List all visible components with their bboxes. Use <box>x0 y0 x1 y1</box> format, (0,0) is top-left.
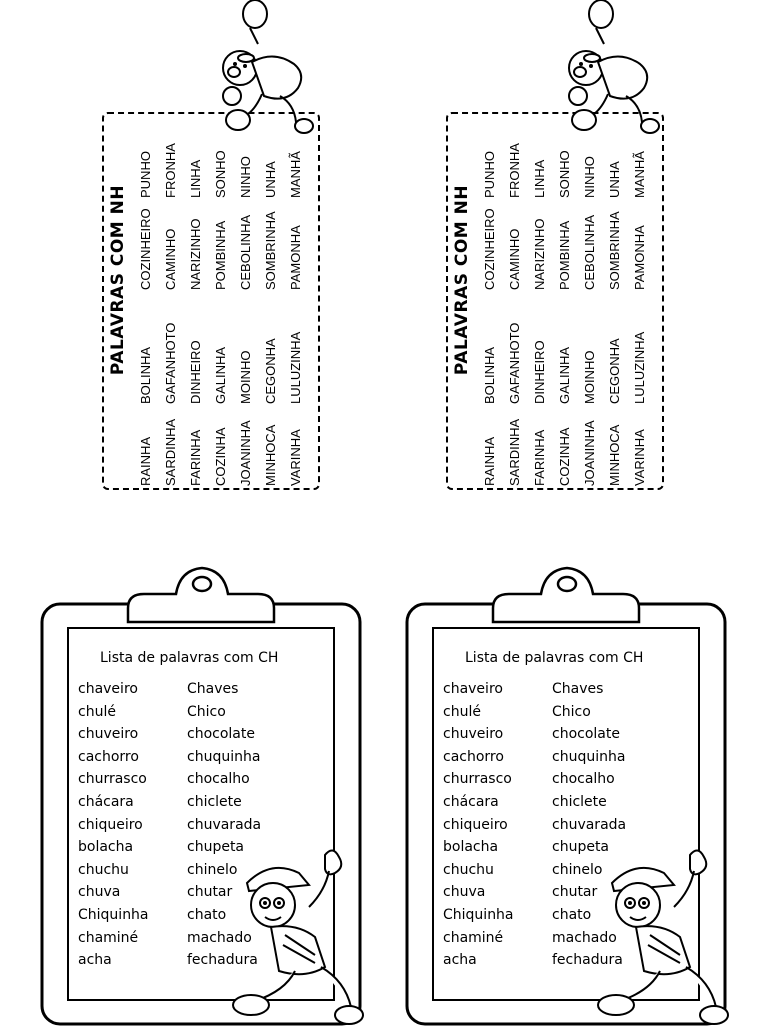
ch-word: chuquinha <box>552 748 626 765</box>
ch-word: chulé <box>78 703 116 720</box>
nh-bookmark-content <box>104 114 322 492</box>
nh-word: JOANINHA <box>238 420 253 486</box>
ch-word: cachorro <box>443 748 504 765</box>
nh-word: LULUZINHA <box>632 331 647 404</box>
ch-word: fechadura <box>187 952 258 969</box>
ch-word: chaveiro <box>78 681 138 697</box>
nh-word: DINHEIRO <box>188 340 203 404</box>
ch-word: churrasco <box>443 771 512 788</box>
ch-word: chinelo <box>187 861 238 878</box>
nh-word: GALINHA <box>213 346 228 404</box>
nh-word: CAMINHO <box>163 228 178 290</box>
nh-word: PUNHO <box>482 151 497 198</box>
ch-word: chuchu <box>78 861 129 878</box>
nh-title: PALAVRAS COM NH <box>108 184 128 376</box>
nh-word: SARDINHA <box>507 418 522 486</box>
ch-word: chato <box>187 906 227 923</box>
ch-word: chuvarada <box>552 816 627 833</box>
ch-word: Chaves <box>187 681 239 697</box>
ch-word: Chico <box>552 703 591 720</box>
cartoon-character-illustration <box>556 0 666 145</box>
nh-word: UNHA <box>263 161 278 198</box>
ch-word: chuveiro <box>78 726 139 743</box>
nh-word: VARINHA <box>288 429 303 486</box>
nh-word: MANHÃ <box>632 151 647 198</box>
nh-word: PAMONHA <box>632 225 647 290</box>
cartoon-character-illustration <box>210 0 320 145</box>
nh-word: CEBOLINHA <box>582 214 597 290</box>
ch-word: chuvarada <box>187 816 262 833</box>
ch-word: fechadura <box>552 952 623 969</box>
nh-word: CEBOLINHA <box>238 214 253 290</box>
nh-word: UNHA <box>607 161 622 198</box>
nh-word: MINHOCA <box>263 424 278 486</box>
ch-word: chiclete <box>552 793 607 810</box>
ch-word: chato <box>552 906 592 923</box>
ch-word: chocalho <box>187 771 250 788</box>
nh-word: PAMONHA <box>288 225 303 290</box>
ch-title: Lista de palavras com CH <box>465 650 644 666</box>
ch-word: Chiquinha <box>443 906 514 923</box>
nh-word: NINHO <box>582 156 597 198</box>
ch-clipboard-right <box>405 560 727 1028</box>
ch-word: chaveiro <box>443 681 503 697</box>
ch-word: chuveiro <box>443 726 504 743</box>
nh-word: FARINHA <box>532 429 547 486</box>
nh-word: RAINHA <box>482 436 497 486</box>
nh-word: BOLINHA <box>482 346 497 404</box>
ch-word: chocalho <box>552 771 615 788</box>
nh-word: NARIZINHO <box>532 218 547 290</box>
nh-bookmark-left <box>102 112 320 490</box>
nh-word: GALINHA <box>557 346 572 404</box>
nh-word: RAINHA <box>138 436 153 486</box>
nh-word: MOINHO <box>238 350 253 404</box>
nh-word: SOMBRINHA <box>263 211 278 290</box>
nh-bookmark-content <box>448 114 666 492</box>
ch-word: chuva <box>443 884 486 901</box>
nh-word: VARINHA <box>632 429 647 486</box>
nh-word: LINHA <box>188 159 203 198</box>
ch-word: chulé <box>443 703 481 720</box>
nh-word: COZINHEIRO <box>138 208 153 290</box>
ch-word: bolacha <box>443 839 499 856</box>
ch-word: chutar <box>552 884 598 901</box>
ch-word: chinelo <box>552 861 603 878</box>
nh-word: NINHO <box>238 156 253 198</box>
nh-word: FARINHA <box>188 429 203 486</box>
ch-word: chácara <box>78 793 134 810</box>
ch-word: acha <box>443 952 477 969</box>
nh-word: MINHOCA <box>607 424 622 486</box>
ch-word: chocolate <box>552 726 620 743</box>
nh-word: SARDINHA <box>163 418 178 486</box>
nh-word: GAFANHOTO <box>163 322 178 404</box>
ch-word: acha <box>78 952 112 969</box>
nh-word: COZINHEIRO <box>482 208 497 290</box>
nh-word: JOANINHA <box>582 420 597 486</box>
ch-word: churrasco <box>78 771 147 788</box>
nh-word: CEGONHA <box>263 338 278 404</box>
nh-word: BOLINHA <box>138 346 153 404</box>
nh-word: COZINHA <box>213 427 228 486</box>
nh-word: LULUZINHA <box>288 331 303 404</box>
nh-word: MANHÃ <box>288 151 303 198</box>
nh-word: GAFANHOTO <box>507 322 522 404</box>
nh-word: POMBINHA <box>213 220 228 290</box>
ch-word: chuchu <box>443 861 494 878</box>
nh-word: PUNHO <box>138 151 153 198</box>
ch-word: chuva <box>78 884 121 901</box>
nh-word: CEGONHA <box>607 338 622 404</box>
nh-word: FRONHA <box>507 143 522 198</box>
nh-word: FRONHA <box>163 143 178 198</box>
ch-word: chutar <box>187 884 233 901</box>
nh-word: MOINHO <box>582 350 597 404</box>
ch-word: cachorro <box>78 748 139 765</box>
ch-word: machado <box>552 929 617 946</box>
ch-word: Chico <box>187 703 226 720</box>
ch-word: Chaves <box>552 681 604 697</box>
ch-word-column-a <box>443 678 514 972</box>
nh-word: LINHA <box>532 159 547 198</box>
ch-word: chiqueiro <box>78 816 143 833</box>
nh-word: DINHEIRO <box>532 340 547 404</box>
ch-word: chupeta <box>187 839 245 856</box>
ch-word: chaminé <box>443 929 504 946</box>
ch-title: Lista de palavras com CH <box>100 650 279 666</box>
nh-word: POMBINHA <box>557 220 572 290</box>
nh-title: PALAVRAS COM NH <box>452 184 472 376</box>
nh-bookmark-right <box>446 112 664 490</box>
nh-word: NARIZINHO <box>188 218 203 290</box>
ch-word: bolacha <box>78 839 134 856</box>
nh-word: SONHO <box>213 150 228 198</box>
ch-word-column-a <box>78 678 149 972</box>
ch-word: chiqueiro <box>443 816 508 833</box>
ch-word: chocolate <box>187 726 255 743</box>
cartoon-boy-illustration <box>225 845 365 1028</box>
ch-clipboard-left <box>40 560 362 1028</box>
cartoon-boy-illustration <box>590 845 730 1028</box>
ch-word: Chiquinha <box>78 906 149 923</box>
nh-word: CAMINHO <box>507 228 522 290</box>
nh-word: SONHO <box>557 150 572 198</box>
ch-word: chácara <box>443 793 499 810</box>
ch-word: chupeta <box>552 839 610 856</box>
ch-word: chaminé <box>78 929 139 946</box>
ch-word: chuquinha <box>187 748 261 765</box>
nh-word: SOMBRINHA <box>607 211 622 290</box>
ch-word: machado <box>187 929 252 946</box>
ch-word: chiclete <box>187 793 242 810</box>
nh-word: COZINHA <box>557 427 572 486</box>
